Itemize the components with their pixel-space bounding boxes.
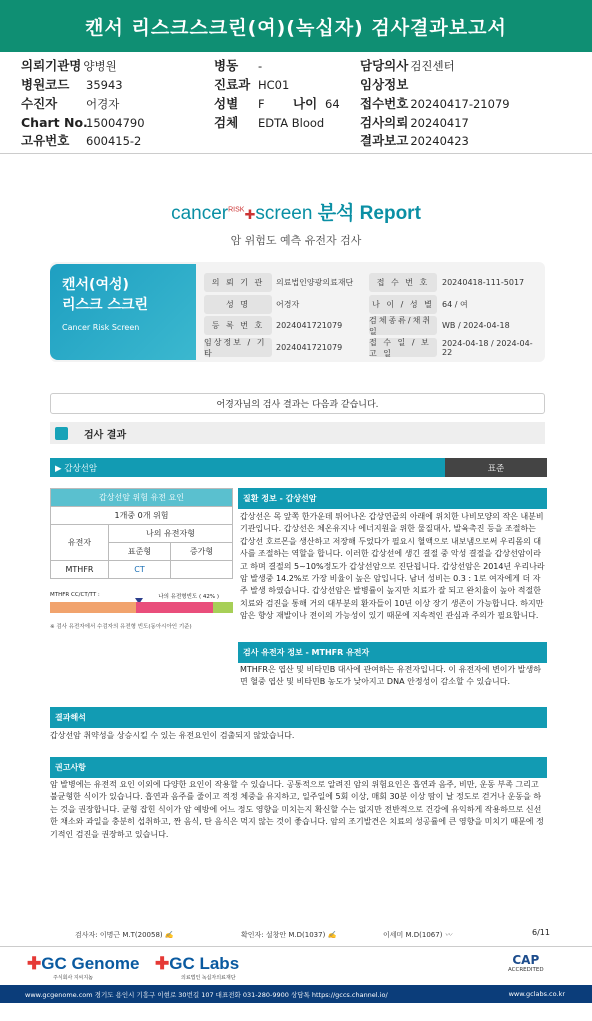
card-value: 20240418-111-5017 bbox=[442, 278, 525, 287]
result-icon bbox=[55, 427, 68, 440]
gc-cross-icon: ✚ bbox=[27, 954, 42, 973]
header-hospital-code: 병원코드 35943 bbox=[21, 77, 123, 92]
intro-message: 어경자님의 검사 결과는 다음과 같습니다. bbox=[50, 393, 545, 414]
card-label: 접 수 일 / 보 고 일 bbox=[369, 338, 437, 357]
card-value: 2024041721079 bbox=[276, 321, 343, 330]
gc-labs-cross-icon: ✚ bbox=[155, 954, 170, 973]
gc-labs-logo: ✚GC Labs 의료법인 녹십자의료재단 bbox=[155, 954, 240, 981]
interpretation-text: 갑상선암 취약성을 상승시킬 수 있는 유전요인이 검출되지 않았습니다. bbox=[50, 731, 295, 740]
disease-info-header: 질환 정보 - 갑상선암 bbox=[238, 488, 547, 509]
freq-note: ※ 검사 유전자에서 수검자의 유전형 빈도(동아시아인 기준) bbox=[50, 624, 192, 630]
card-value: 64 / 여 bbox=[442, 300, 468, 309]
freq-seg-standard bbox=[50, 602, 136, 613]
confirmer-signature: 확인자: 설창안 M.D(1037) ✍ bbox=[241, 931, 337, 939]
gene-table-title: 갑상선암 위험 유전 요인 bbox=[51, 489, 233, 507]
card-value: WB / 2024-04-18 bbox=[442, 321, 510, 330]
card-label: 의 뢰 기 관 bbox=[204, 273, 272, 292]
footer-address: www.gcgenome.com 경기도 용인시 기흥구 이현로 30번길 107 대표전화 031-280-9900 상담톡 https://gccs.channel.io/ bbox=[25, 990, 388, 999]
freq-bar bbox=[50, 602, 233, 613]
freq-seg-other bbox=[213, 602, 233, 613]
footer-website-link[interactable]: www.gclabs.co.kr bbox=[508, 990, 565, 998]
card-label: 나 이 / 성 별 bbox=[369, 295, 437, 314]
logo-plus-icon: ✚ bbox=[244, 207, 256, 222]
header-sex: 성별 F bbox=[214, 96, 265, 111]
card-title-line1: 캔서(여성) bbox=[62, 277, 129, 293]
card-label: 등 록 번 호 bbox=[204, 316, 272, 335]
gene-col-header: 유전자 bbox=[51, 525, 109, 561]
section-result-header: 검사 결과 bbox=[50, 422, 545, 444]
header-doctor: 담당의사 검진센터 bbox=[360, 58, 455, 73]
gene-name: MTHFR bbox=[51, 561, 109, 579]
header-receipt-no: 접수번호 20240417-21079 bbox=[360, 96, 510, 111]
freq-right-label: 나의 유전형빈도 ( 42% ) bbox=[158, 594, 219, 600]
header-unique-no: 고유번호 600415-2 bbox=[21, 133, 142, 148]
card-label: 임상정보 / 기타 bbox=[204, 338, 272, 357]
thyroid-result-row bbox=[50, 458, 547, 477]
header-patient: 수진자 어경자 bbox=[21, 96, 120, 111]
report-title: 캔서 리스크스크린(여)(녹십자) 검사결과보고서 bbox=[0, 0, 592, 52]
cap-accredited-logo: CAP ACCREDITED bbox=[508, 953, 544, 973]
header-age: 나이 64 bbox=[293, 96, 340, 111]
tester-signature: 검사자: 이명근 M.T(20058) ✍ bbox=[75, 931, 174, 939]
header-hospital: 의뢰기관명 양병원 bbox=[21, 58, 117, 73]
header-report-date: 결과보고 20240423 bbox=[360, 133, 469, 148]
header-chart-no: Chart No.15004790 bbox=[21, 115, 145, 130]
standard-type-header: 표준형 bbox=[109, 543, 171, 561]
my-genotype-header: 나의 유전자형 bbox=[109, 525, 233, 543]
header-specimen: 검체 EDTA Blood bbox=[214, 115, 325, 130]
card-value: 2024-04-18 / 2024-04-22 bbox=[442, 338, 533, 357]
advice-header: 권고사항 bbox=[50, 757, 547, 778]
footer-bar bbox=[0, 985, 592, 1003]
page-number: 6/11 bbox=[532, 928, 550, 937]
card-value: 어경자 bbox=[276, 300, 300, 309]
gc-genome-logo: ✚GC Genome 주식회사 지씨지놈 bbox=[27, 954, 140, 981]
thyroid-label: ▶ 갑상선암 bbox=[50, 458, 445, 477]
gene-table-count: 1개중 0개 위험 bbox=[51, 507, 233, 525]
disease-info-text: 갑상선은 목 앞쪽 한가운데 튀어나온 갑상연골의 아래에 위치한 나비모양의 작은 내분비기관입니다. 갑상선은 체온유지나 에너지원을 위한 물질대사, 발육촉진 등을 조절하는 갑상선 호르몬을 생산하고 저장해 두었다가 필요시 혈액으로 내보냄으로써 우리몸의 대사를 조절하는 역할을 합니다. 이러한 갑상선에 생긴 결절 중 악성 결절을 갑상선암이라고 하며 결절의 5~10%정도가 갑상선암으로 진단됩니다. 갑상선암은 2014년 우리나라 암 발생중 14.2%로 가장 비율이 높은 암입니다. 남녀 성비는 0.3 : 1로 여자에게 더 자주 발생 하였습니다. 갑상선암은 발병률이 높지만 치료가 잘 되고 완치율이 높아 적절한 치료와 검진을 통해 거의 대부분의 환자들이 10년 이상 장기 생존이 가능합니다. 하지만 암은 향상 재발이나 전이의 가능성이 있기 때문에 지속적인 관심과 주의가 필요합니다. bbox=[240, 512, 545, 621]
card-title-line2: 리스크 스크린 bbox=[62, 296, 149, 313]
advice-text: 암 발병에는 유전적 요인 이외에 다양한 요인이 작용할 수 있습니다. 공통적으로 알려진 암의 위험요인은 흡연과 음주, 비만, 운동 부족 그리고 불균형한 식이가 있습니다. 흡연과 음주를 줄이고 적정 체중을 유지하고, 일주일에 5회 이상, 매회 30분 이상 땀이 날 정도로 걷거나 운동을 하는 것을 권장합니다. 균형 잡힌 식이가 암 예방에 어느 정도 영향을 미치는지 확신할 수는 없지만 전반적으로 건강에 유익하게 작용하므로 신선한 채소와 과일을 충분히 섭취하고, 짠 음식, 탄 음식은 먹지 않는 것이 좋습니다. 암의 조기발견은 치료의 성공률에 큰 영향을 미치기 때문에 정기적인 검진을 권장하고 있습니다. bbox=[50, 780, 544, 839]
header-ward: 병동 - bbox=[214, 58, 263, 73]
freq-left-label: MTHFR CC/CT/TT : bbox=[50, 592, 100, 598]
header-divider bbox=[0, 153, 592, 154]
card-label: 검체종류/채취일 bbox=[369, 316, 437, 335]
card-title-panel bbox=[50, 264, 196, 360]
card-value: 의료법인양광의료재단 bbox=[276, 278, 354, 287]
thyroid-status: 표준 bbox=[445, 458, 547, 477]
card-label: 접 수 번 호 bbox=[369, 273, 437, 292]
gene-risk-table bbox=[50, 488, 233, 579]
cancer-screen-logo: cancer$^{RISK}$✚screen 분석 Report bbox=[171, 203, 421, 224]
header-clinical-info: 임상정보 bbox=[360, 77, 409, 92]
header-dept: 진료과 HC01 bbox=[214, 77, 290, 92]
report-subtitle: 암 위험도 예측 유전자 검사 bbox=[230, 234, 362, 247]
card-value: 2024041721079 bbox=[276, 343, 343, 352]
gene-info-header: 검사 유전자 정보 - MTHFR 유전자 bbox=[238, 642, 547, 663]
genotype-value: CT bbox=[109, 561, 171, 579]
increased-type-cell bbox=[170, 561, 232, 579]
card-title-en: Cancer Risk Screen bbox=[62, 323, 140, 333]
freq-seg-mine bbox=[136, 602, 213, 613]
increased-type-header: 증가형 bbox=[170, 543, 232, 561]
doctor2-signature: 이세미 M.D(1067) 〰 bbox=[383, 931, 452, 939]
interpretation-header: 결과해석 bbox=[50, 707, 547, 728]
header-request-date: 검사의뢰 20240417 bbox=[360, 115, 469, 130]
gene-info-text: MTHFR은 엽산 및 비타민B 대사에 관여하는 유전자입니다. 이 유전자에 변이가 발생하면 혈중 엽산 및 비타민B 농도가 낮아지고 DNA 안정성이 감소할 수 있습니다. bbox=[240, 665, 541, 687]
card-label: 성 명 bbox=[204, 295, 272, 314]
footer-divider bbox=[0, 946, 592, 947]
